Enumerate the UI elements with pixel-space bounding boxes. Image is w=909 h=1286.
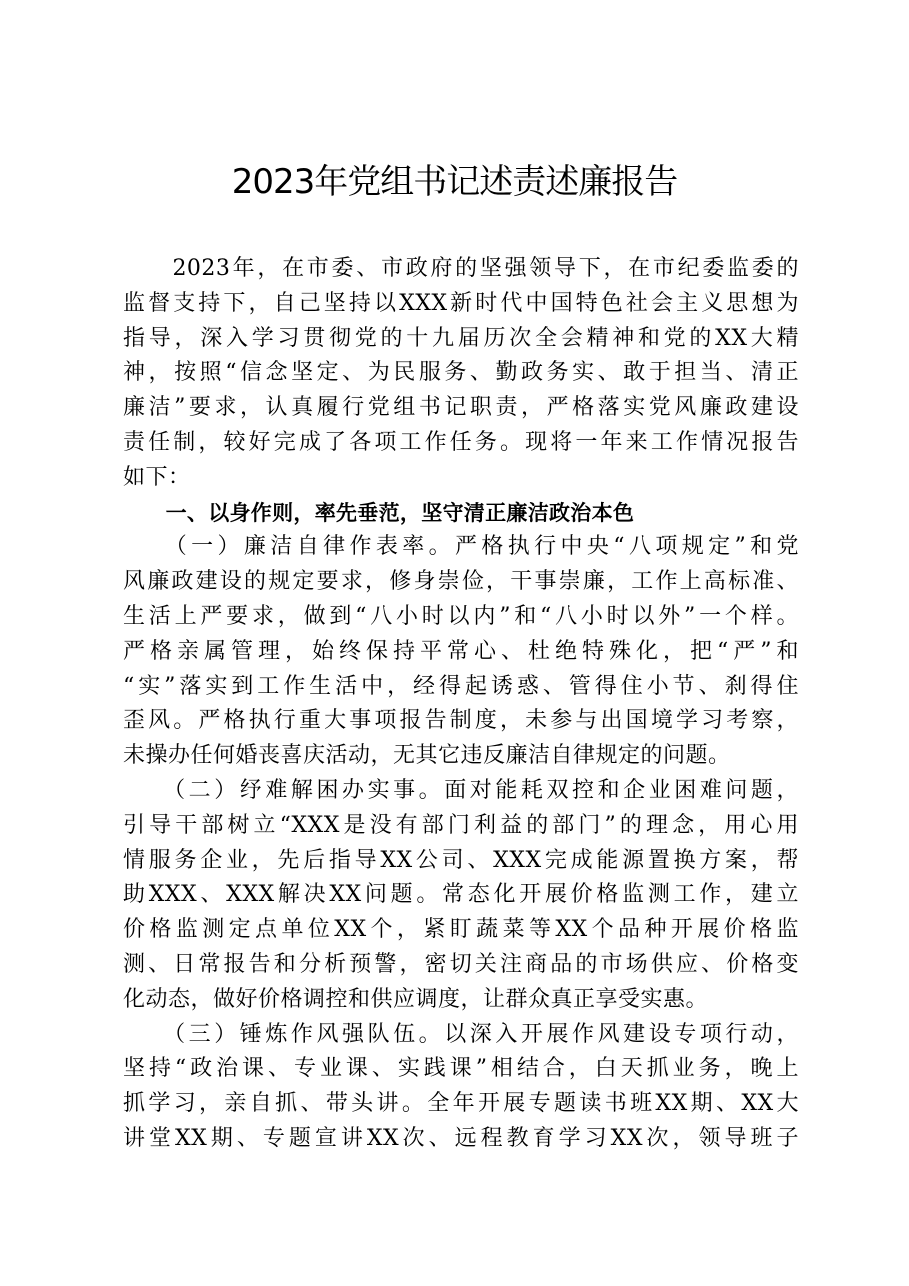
paragraph-line: 廉洁”要求，认真履行党组书记职责，严格落实党风廉政建设 [123, 395, 799, 421]
paragraph-line: （三）锤炼作风强队伍。以深入开展作风建设专项行动， [123, 1021, 799, 1047]
paragraph-line: 风廉政建设的规定要求，修身崇俭，干事崇廉，工作上高标准、 [123, 569, 799, 595]
paragraph-line: 生活上严要求，做到“八小时以内”和“八小时以外”一个样。 [123, 603, 799, 629]
paragraph-line: 引导干部树立“XXX是没有部门利益的部门”的理念，用心用 [123, 812, 799, 838]
document-title: 2023年党组书记述责述廉报告 [231, 162, 678, 202]
document-body [123, 252, 799, 1157]
paragraph-line: 神，按照“信念坚定、为民服务、勤政务实、敢于担当、清正 [123, 360, 799, 386]
paragraph-line: 坚持“政治课、专业课、实践课”相结合，白天抓业务，晚上 [123, 1056, 799, 1082]
paragraph-line: 如下： [123, 464, 191, 490]
paragraph-line: （一）廉洁自律作表率。严格执行中央“八项规定”和党 [123, 534, 799, 560]
section-heading: 一、以身作则，率先垂范，坚守清正廉洁政治本色 [123, 500, 635, 525]
paragraph-line: 歪风。严格执行重大事项报告制度，未参与出国境学习考察， [123, 708, 799, 734]
paragraph-line: 价格监测定点单位XX个，紧盯蔬菜等XX个品种开展价格监 [123, 917, 799, 943]
paragraph-line: 抓学习，亲自抓、带头讲。全年开展专题读书班XX期、XX大 [123, 1091, 799, 1117]
paragraph-line: 2023年，在市委、市政府的坚强领导下，在市纪委监委的 [123, 256, 799, 281]
paragraph-line: 严格亲属管理，始终保持平常心、杜绝特殊化，把“严”和 [123, 638, 799, 664]
paragraph-line: “实”落实到工作生活中，经得起诱惑、管得住小节、刹得住 [123, 673, 799, 699]
paragraph-line: 讲堂XX期、专题宣讲XX次、远程教育学习XX次，领导班子 [123, 1125, 799, 1151]
paragraph-line: 助XXX、XXX解决XX问题。常态化开展价格监测工作，建立 [123, 882, 799, 908]
paragraph-line: 情服务企业，先后指导XX公司、XXX完成能源置换方案，帮 [123, 847, 799, 873]
paragraph-line: 责任制，较好完成了各项工作任务。现将一年来工作情况报告 [123, 429, 799, 455]
paragraph-line: 指导，深入学习贯彻党的十九届历次全会精神和党的XX大精 [123, 325, 799, 351]
paragraph-line: 测、日常报告和分析预警，密切关注商品的市场供应、价格变 [123, 951, 799, 977]
paragraph-line: 监督支持下，自己坚持以XXX新时代中国特色社会主义思想为 [123, 290, 799, 316]
paragraph-line: （二）纾难解困办实事。面对能耗双控和企业困难问题， [123, 777, 799, 803]
paragraph-line: 化动态，做好价格调控和供应调度，让群众真正享受实惠。 [123, 986, 709, 1012]
paragraph-line: 未操办任何婚丧喜庆活动，无其它违反廉洁自律规定的问题。 [123, 743, 731, 769]
